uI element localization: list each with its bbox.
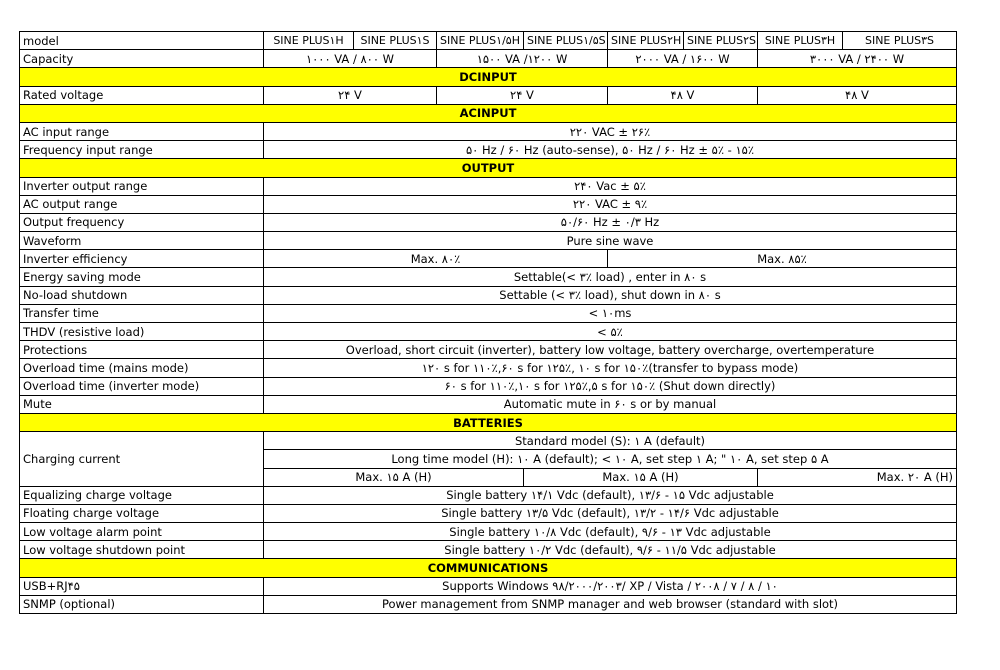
row-frequency-input-range [20, 141, 957, 159]
row-inverter-output-range [20, 177, 957, 195]
model-name: SINE PLUS۱H [264, 32, 354, 50]
model-name: SINE PLUS۲S [684, 32, 758, 50]
snmp-label: SNMP (optional) [20, 595, 264, 613]
row-transfer-time [20, 304, 957, 322]
model-name: SINE PLUS۳S [843, 32, 957, 50]
spec-table [19, 31, 957, 614]
row-low-voltage-shutdown [20, 541, 957, 559]
ac-output-range-label: AC output range [20, 195, 264, 213]
snmp-value: Power management from SNMP manager and web browser (standard with slot) [264, 595, 957, 613]
section-output [20, 159, 957, 177]
section-acinput [20, 104, 957, 122]
section-communications [20, 559, 957, 577]
rated-voltage-label: Rated voltage [20, 86, 264, 104]
row-equalizing-charge [20, 486, 957, 504]
row-snmp [20, 595, 957, 613]
usb-rj45-value: Supports Windows ۹۸/۲۰۰۰/۲۰۰۳/ XP / Vista / ۲۰۰۸ / ۷ / ۸ / ۱۰ [264, 577, 957, 595]
row-waveform [20, 232, 957, 250]
equalizing-charge-value: Single battery ۱۴/۱ Vdc (default), ۱۳/۶ - ۱۵ Vdc adjustable [264, 486, 957, 504]
protections-label: Protections [20, 341, 264, 359]
section-title: ACINPUT [20, 104, 957, 122]
frequency-input-range-label: Frequency input range [20, 141, 264, 159]
model-label: model [20, 32, 264, 50]
floating-charge-value: Single battery ۱۳/۵ Vdc (default), ۱۳/۲ - ۱۴/۶ Vdc adjustable [264, 504, 957, 522]
charging-standard-value: Standard model (S): ۱ A (default) [264, 432, 957, 450]
transfer-time-value: < ۱۰ms [264, 304, 957, 322]
model-name: SINE PLUS۲H [608, 32, 684, 50]
capacity-label: Capacity [20, 50, 264, 68]
inverter-output-range-label: Inverter output range [20, 177, 264, 195]
no-load-shutdown-label: No-load shutdown [20, 286, 264, 304]
mute-value: Automatic mute in ۶۰ s or by manual [264, 395, 957, 413]
rated-voltage-value: ۲۴ V [264, 86, 437, 104]
equalizing-charge-label: Equalizing charge voltage [20, 486, 264, 504]
waveform-value: Pure sine wave [264, 232, 957, 250]
inverter-output-range-value: ۲۴۰ Vac ± ۵٪ [264, 177, 957, 195]
charging-long-value: Long time model (H): ۱۰ A (default); < ۱۰ A, set step ۱ A; " ۱۰ A, set step ۵ A [264, 450, 957, 468]
no-load-shutdown-value: Settable (< ۳٪ load), shut down in ۸۰ s [264, 286, 957, 304]
inverter-efficiency-label: Inverter efficiency [20, 250, 264, 268]
row-model [20, 32, 957, 50]
section-title: COMMUNICATIONS [20, 559, 957, 577]
row-overload-inverter [20, 377, 957, 395]
charging-max-value: Max. ۱۵ A (H) [524, 468, 758, 486]
section-title: DCINPUT [20, 68, 957, 86]
section-title: OUTPUT [20, 159, 957, 177]
model-name: SINE PLUS۱S [354, 32, 437, 50]
capacity-value: ۱۵۰۰ VA /۱۲۰۰ W [437, 50, 608, 68]
model-name: SINE PLUS۳H [758, 32, 843, 50]
row-thdv [20, 323, 957, 341]
section-dcinput [20, 68, 957, 86]
transfer-time-label: Transfer time [20, 304, 264, 322]
low-voltage-shutdown-value: Single battery ۱۰/۲ Vdc (default), ۹/۶ - ۱۱/۵ Vdc adjustable [264, 541, 957, 559]
row-charging-standard [20, 432, 957, 450]
row-protections [20, 341, 957, 359]
rated-voltage-value: ۲۴ V [437, 86, 608, 104]
section-batteries [20, 413, 957, 431]
row-ac-output-range [20, 195, 957, 213]
energy-saving-mode-label: Energy saving mode [20, 268, 264, 286]
low-voltage-alarm-value: Single battery ۱۰/۸ Vdc (default), ۹/۶ - ۱۳ Vdc adjustable [264, 523, 957, 541]
ac-input-range-label: AC input range [20, 122, 264, 140]
protections-value: Overload, short circuit (inverter), battery low voltage, battery overcharge, overtemperature [264, 341, 957, 359]
overload-inverter-value: ۶۰ s for ۱۱۰٪,۱۰ s for ۱۲۵٪,۵ s for ۱۵۰٪ (Shut down directly) [264, 377, 957, 395]
thdv-label: THDV (resistive load) [20, 323, 264, 341]
usb-rj45-label: USB+RJ۴۵ [20, 577, 264, 595]
row-capacity [20, 50, 957, 68]
low-voltage-alarm-label: Low voltage alarm point [20, 523, 264, 541]
row-rated-voltage [20, 86, 957, 104]
rated-voltage-value: ۴۸ V [758, 86, 957, 104]
rated-voltage-value: ۴۸ V [608, 86, 758, 104]
capacity-value: ۲۰۰۰ VA / ۱۶۰۰ W [608, 50, 758, 68]
energy-saving-mode-value: Settable(< ۳٪ load) , enter in ۸۰ s [264, 268, 957, 286]
charging-max-value: Max. ۲۰ A (H) [758, 468, 957, 486]
mute-label: Mute [20, 395, 264, 413]
row-low-voltage-alarm [20, 523, 957, 541]
frequency-input-range-value: ۵۰ Hz / ۶۰ Hz (auto-sense), ۵۰ Hz / ۶۰ Hz ± ۵٪ - ۱۵٪ [264, 141, 957, 159]
floating-charge-label: Floating charge voltage [20, 504, 264, 522]
inverter-efficiency-value: Max. ۸۵٪ [608, 250, 957, 268]
overload-mains-value: ۱۲۰ s for ۱۱۰٪,۶۰ s for ۱۲۵٪, ۱۰ s for ۱۵۰٪(transfer to bypass mode) [264, 359, 957, 377]
waveform-label: Waveform [20, 232, 264, 250]
overload-inverter-label: Overload time (inverter mode) [20, 377, 264, 395]
charging-max-value: Max. ۱۵ A (H) [264, 468, 524, 486]
inverter-efficiency-value: Max. ۸۰٪ [264, 250, 608, 268]
low-voltage-shutdown-label: Low voltage shutdown point [20, 541, 264, 559]
charging-current-label: Charging current [20, 432, 264, 487]
row-energy-saving-mode [20, 268, 957, 286]
row-floating-charge [20, 504, 957, 522]
row-mute [20, 395, 957, 413]
ac-output-range-value: ۲۲۰ VAC ± ۹٪ [264, 195, 957, 213]
capacity-value: ۱۰۰۰ VA / ۸۰۰ W [264, 50, 437, 68]
output-frequency-value: ۵۰/۶۰ Hz ± ۰/۳ Hz [264, 213, 957, 231]
row-ac-input-range [20, 122, 957, 140]
row-no-load-shutdown [20, 286, 957, 304]
capacity-value: ۳۰۰۰ VA / ۲۴۰۰ W [758, 50, 957, 68]
row-usb-rj45 [20, 577, 957, 595]
model-name: SINE PLUS۱/۵H [437, 32, 524, 50]
ac-input-range-value: ۲۲۰ VAC ± ۲۶٪ [264, 122, 957, 140]
overload-mains-label: Overload time (mains mode) [20, 359, 264, 377]
row-output-frequency [20, 213, 957, 231]
row-inverter-efficiency [20, 250, 957, 268]
row-overload-mains [20, 359, 957, 377]
model-name: SINE PLUS۱/۵S [524, 32, 608, 50]
output-frequency-label: Output frequency [20, 213, 264, 231]
section-title: BATTERIES [20, 413, 957, 431]
thdv-value: < ۵٪ [264, 323, 957, 341]
